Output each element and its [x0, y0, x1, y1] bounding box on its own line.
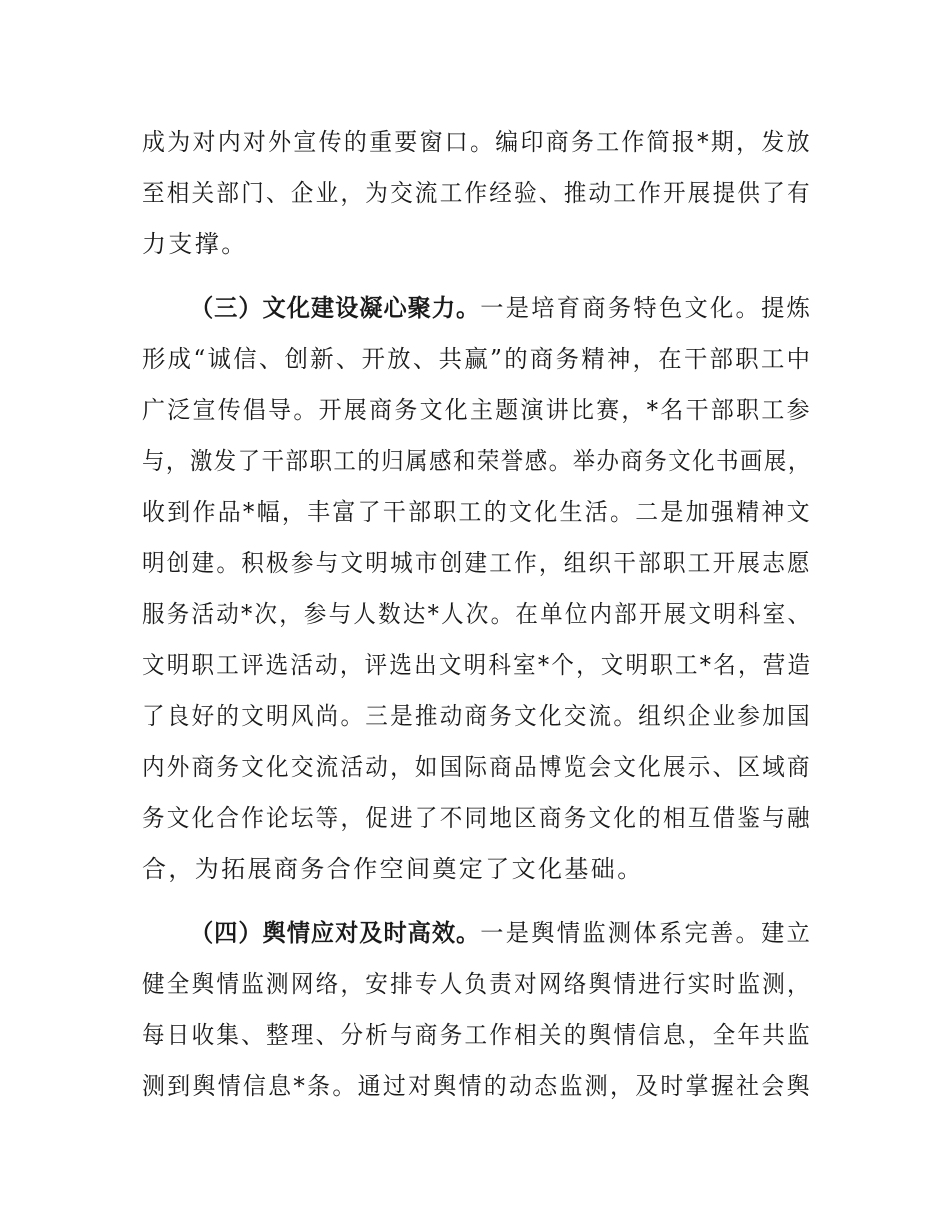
paragraph-line: 与，激发了干部职工的归属感和荣誉感。举办商务文化书画展，: [142, 447, 812, 475]
paragraph-line: 每日收集、整理、分析与商务工作相关的舆情信息，全年共监: [142, 1021, 812, 1049]
paragraph-line: 至相关部门、企业，为交流工作经验、推动工作开展提供了有: [142, 179, 812, 207]
paragraph-line: 了良好的文明风尚。三是推动商务文化交流。组织企业参加国: [142, 702, 812, 730]
paragraph-line: 收到作品*幅，丰富了干部职工的文化生活。二是加强精神文: [142, 498, 812, 526]
section-4-heading: （四）舆情应对及时高效。: [190, 919, 481, 947]
paragraph-line: 形成“诚信、创新、开放、共赢”的商务精神，在干部职工中: [142, 345, 813, 373]
section-3-heading: （三）文化建设凝心聚力。: [190, 294, 481, 322]
section-3-first-line-text: 一是培育商务特色文化。提炼: [480, 294, 813, 322]
paragraph-line: 成为对内对外宣传的重要窗口。编印商务工作简报*期，发放: [142, 128, 812, 156]
section-4-first-line: [190, 918, 812, 948]
paragraph-line: 力支撑。: [142, 230, 248, 258]
section-3-first-line: [190, 293, 812, 323]
paragraph-line: 服务活动*次，参与人数达*人次。在单位内部开展文明科室、: [142, 600, 813, 628]
paragraph-line: 内外商务文化交流活动，如国际商品博览会文化展示、区域商: [142, 753, 812, 781]
paragraph-line: 务文化合作论坛等，促进了不同地区商务文化的相互借鉴与融: [142, 804, 812, 832]
paragraph-line: 明创建。积极参与文明城市创建工作，组织干部职工开展志愿: [142, 549, 812, 577]
paragraph-line: 广泛宣传倡导。开展商务文化主题演讲比赛，*名干部职工参: [142, 396, 812, 424]
paragraph-line: 测到舆情信息*条。通过对舆情的动态监测，及时掌握社会舆: [142, 1072, 812, 1100]
paragraph-line: 健全舆情监测网络，安排专人负责对网络舆情进行实时监测，: [142, 970, 812, 998]
section-4-first-line-text: 一是舆情监测体系完善。建立: [480, 919, 813, 947]
paragraph-line: 文明职工评选活动，评选出文明科室*个，文明职工*名，营造: [142, 651, 813, 679]
paragraph-line: 合，为拓展商务合作空间奠定了文化基础。: [142, 855, 644, 883]
